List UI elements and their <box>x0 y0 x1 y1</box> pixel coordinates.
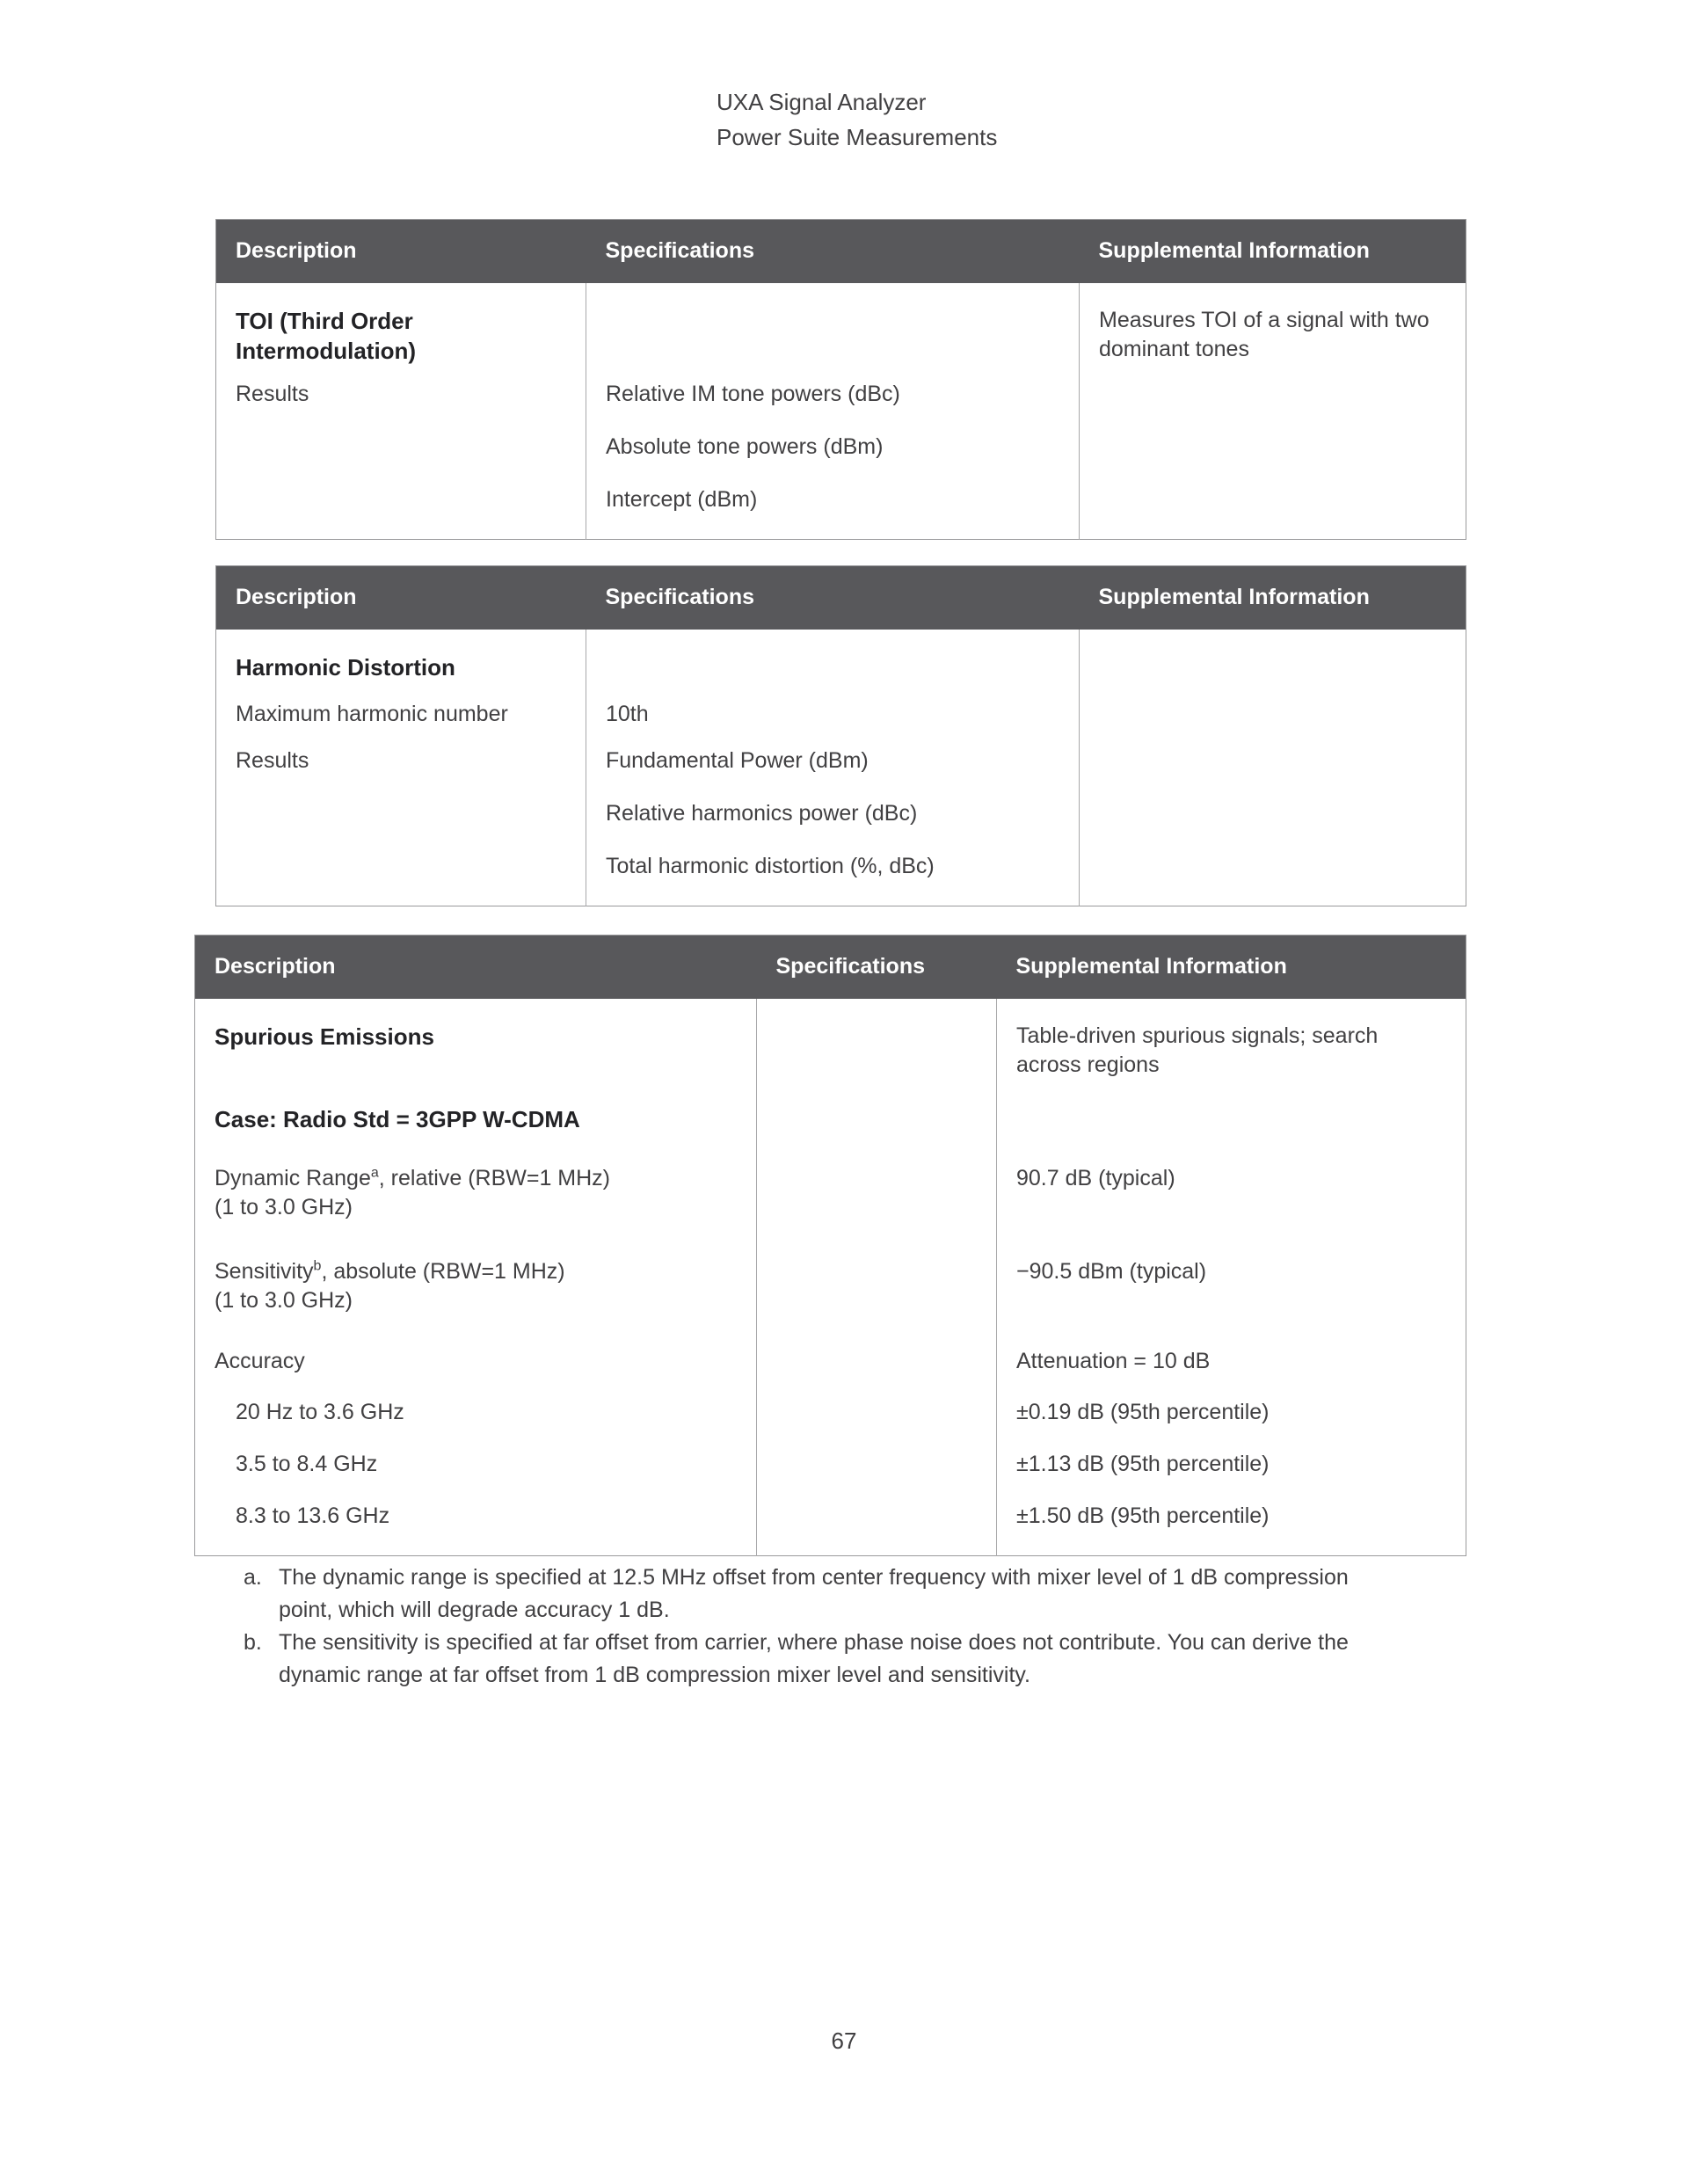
col-header-specifications: Specifications <box>757 935 997 999</box>
toi-table <box>215 219 1466 540</box>
supplemental-value: −90.5 dBm (typical) <box>1016 1258 1207 1284</box>
specifications-cell-empty <box>757 1147 997 1240</box>
specifications-cell-empty <box>757 1387 997 1438</box>
table-row <box>216 283 1466 373</box>
table-row <box>216 691 1466 738</box>
parameter-label <box>215 1164 737 1193</box>
spec-line: Fundamental Power (dBm) <box>606 747 869 773</box>
table-row <box>195 1147 1466 1240</box>
footnote-marker: b. <box>244 1630 262 1655</box>
parameter-label: Maximum harmonic number <box>236 701 508 726</box>
specifications-cell-empty <box>586 630 1080 691</box>
specifications-cell-empty <box>757 1490 997 1556</box>
supplemental-cell-empty <box>1080 630 1466 691</box>
col-header-supplemental: Supplemental Information <box>1080 220 1466 283</box>
specifications-cell-empty <box>757 1240 997 1333</box>
description-cell <box>195 1147 757 1240</box>
spec-value: 10th <box>606 701 649 726</box>
description-cell <box>195 1490 757 1556</box>
supplemental-cell <box>997 1333 1466 1387</box>
footnote-marker: a. <box>244 1565 262 1590</box>
section-title: Spurious Emissions <box>215 1023 434 1050</box>
description-cell <box>195 1333 757 1387</box>
specifications-cell-empty <box>757 1092 997 1147</box>
supplemental-cell <box>1080 283 1466 373</box>
spec-line: Total harmonic distortion (%, dBc) <box>606 853 935 878</box>
description-cell <box>216 691 586 738</box>
doc-header <box>717 84 997 155</box>
supplemental-cell <box>997 1387 1466 1438</box>
footnote-a <box>244 1562 1400 1627</box>
description-cell <box>195 999 757 1092</box>
supplemental-cell <box>997 1438 1466 1490</box>
param-text: , absolute (RBW=1 MHz) <box>321 1258 565 1284</box>
description-cell <box>195 1387 757 1438</box>
param-text: , relative (RBW=1 MHz) <box>378 1165 610 1190</box>
spec-line: Relative harmonics power (dBc) <box>606 800 918 826</box>
col-header-supplemental: Supplemental Information <box>997 935 1466 999</box>
specifications-cell-empty <box>757 1438 997 1490</box>
spec-line: Intercept (dBm) <box>606 486 758 512</box>
table-row <box>195 1333 1466 1387</box>
parameter-range: (1 to 3.0 GHz) <box>215 1194 353 1219</box>
supplemental-cell <box>997 1490 1466 1556</box>
frequency-range-label: 20 Hz to 3.6 GHz <box>236 1399 404 1424</box>
spec-line: Absolute tone powers (dBm) <box>606 433 884 459</box>
parameter-label: Results <box>236 381 309 406</box>
footnote-text: The dynamic range is specified at 12.5 MHz offset from center frequency with mixer level of 1 dB compression point, which will degrade accuracy 1 dB. <box>279 1565 1349 1622</box>
supplemental-cell <box>997 999 1466 1092</box>
parameter-range: (1 to 3.0 GHz) <box>215 1287 353 1313</box>
doc-header-product: UXA Signal Analyzer <box>717 89 927 115</box>
table-row <box>216 373 1466 540</box>
table-row <box>195 1387 1466 1438</box>
footnote-text: The sensitivity is specified at far offset from carrier, where phase noise does not contribute. You can derive the dynamic range at far offset from 1 dB compression mixer level and sensitivity. <box>279 1630 1349 1687</box>
description-cell <box>216 738 586 906</box>
description-cell <box>216 630 586 691</box>
harmonic-distortion-table <box>215 565 1466 906</box>
description-cell <box>216 373 586 540</box>
description-cell <box>195 1092 757 1147</box>
table-row <box>216 630 1466 691</box>
supplemental-cell-empty <box>1080 738 1466 906</box>
toi-table-header-row <box>216 220 1466 283</box>
supplemental-value: ±1.50 dB (95th percentile) <box>1016 1503 1270 1528</box>
supplemental-value: ±1.13 dB (95th percentile) <box>1016 1451 1270 1476</box>
harmonic-table-header-row <box>216 566 1466 630</box>
description-cell <box>216 283 586 373</box>
frequency-range-label: 3.5 to 8.4 GHz <box>236 1451 378 1476</box>
col-header-specifications: Specifications <box>586 566 1080 630</box>
specifications-cell <box>586 691 1080 738</box>
table-row <box>195 999 1466 1092</box>
parameter-label <box>215 1257 737 1286</box>
description-cell <box>195 1438 757 1490</box>
specifications-cell <box>586 738 1080 906</box>
supplemental-value: 90.7 dB (typical) <box>1016 1165 1175 1190</box>
spurious-emissions-table <box>194 935 1466 1556</box>
supplemental-cell-empty <box>1080 373 1466 540</box>
table-row <box>195 1490 1466 1556</box>
param-text: Dynamic Range <box>215 1165 371 1190</box>
supplemental-text: Table-driven spurious signals; search across regions <box>1016 1023 1379 1077</box>
specifications-cell-empty <box>757 999 997 1092</box>
param-text: Sensitivity <box>215 1258 314 1284</box>
footnote-b <box>244 1627 1400 1692</box>
col-header-supplemental: Supplemental Information <box>1080 566 1466 630</box>
col-header-specifications: Specifications <box>586 220 1080 283</box>
table-row <box>216 738 1466 906</box>
specifications-cell-empty <box>586 283 1080 373</box>
footnote-ref-b: b <box>313 1258 322 1274</box>
supplemental-text: Measures TOI of a signal with two dominant tones <box>1099 307 1430 361</box>
footnote-ref-a: a <box>370 1165 379 1181</box>
description-cell <box>195 1240 757 1333</box>
frequency-range-label: 8.3 to 13.6 GHz <box>236 1503 390 1528</box>
doc-header-section: Power Suite Measurements <box>717 124 998 150</box>
spurious-table-header-row <box>195 935 1466 999</box>
case-label: Case: Radio Std = 3GPP W-CDMA <box>215 1105 580 1132</box>
supplemental-cell <box>997 1147 1466 1240</box>
supplemental-cell-empty <box>997 1092 1466 1147</box>
table-row <box>195 1092 1466 1147</box>
table-row <box>195 1438 1466 1490</box>
col-header-description: Description <box>195 935 757 999</box>
parameter-label: Accuracy <box>215 1348 305 1373</box>
supplemental-cell <box>997 1240 1466 1333</box>
footnotes <box>244 1562 1400 1692</box>
specifications-cell-empty <box>757 1333 997 1387</box>
supplemental-value: Attenuation = 10 dB <box>1016 1348 1211 1373</box>
table-row <box>195 1240 1466 1333</box>
supplemental-value: ±0.19 dB (95th percentile) <box>1016 1399 1270 1424</box>
section-title: TOI (Third Order Intermodulation) <box>236 307 417 364</box>
section-title: Harmonic Distortion <box>236 653 455 681</box>
specifications-cell <box>586 373 1080 540</box>
col-header-description: Description <box>216 220 586 283</box>
page-number: 67 <box>831 2027 857 2054</box>
spec-line: Relative IM tone powers (dBc) <box>606 381 900 406</box>
supplemental-cell-empty <box>1080 691 1466 738</box>
col-header-description: Description <box>216 566 586 630</box>
parameter-label: Results <box>236 747 309 773</box>
